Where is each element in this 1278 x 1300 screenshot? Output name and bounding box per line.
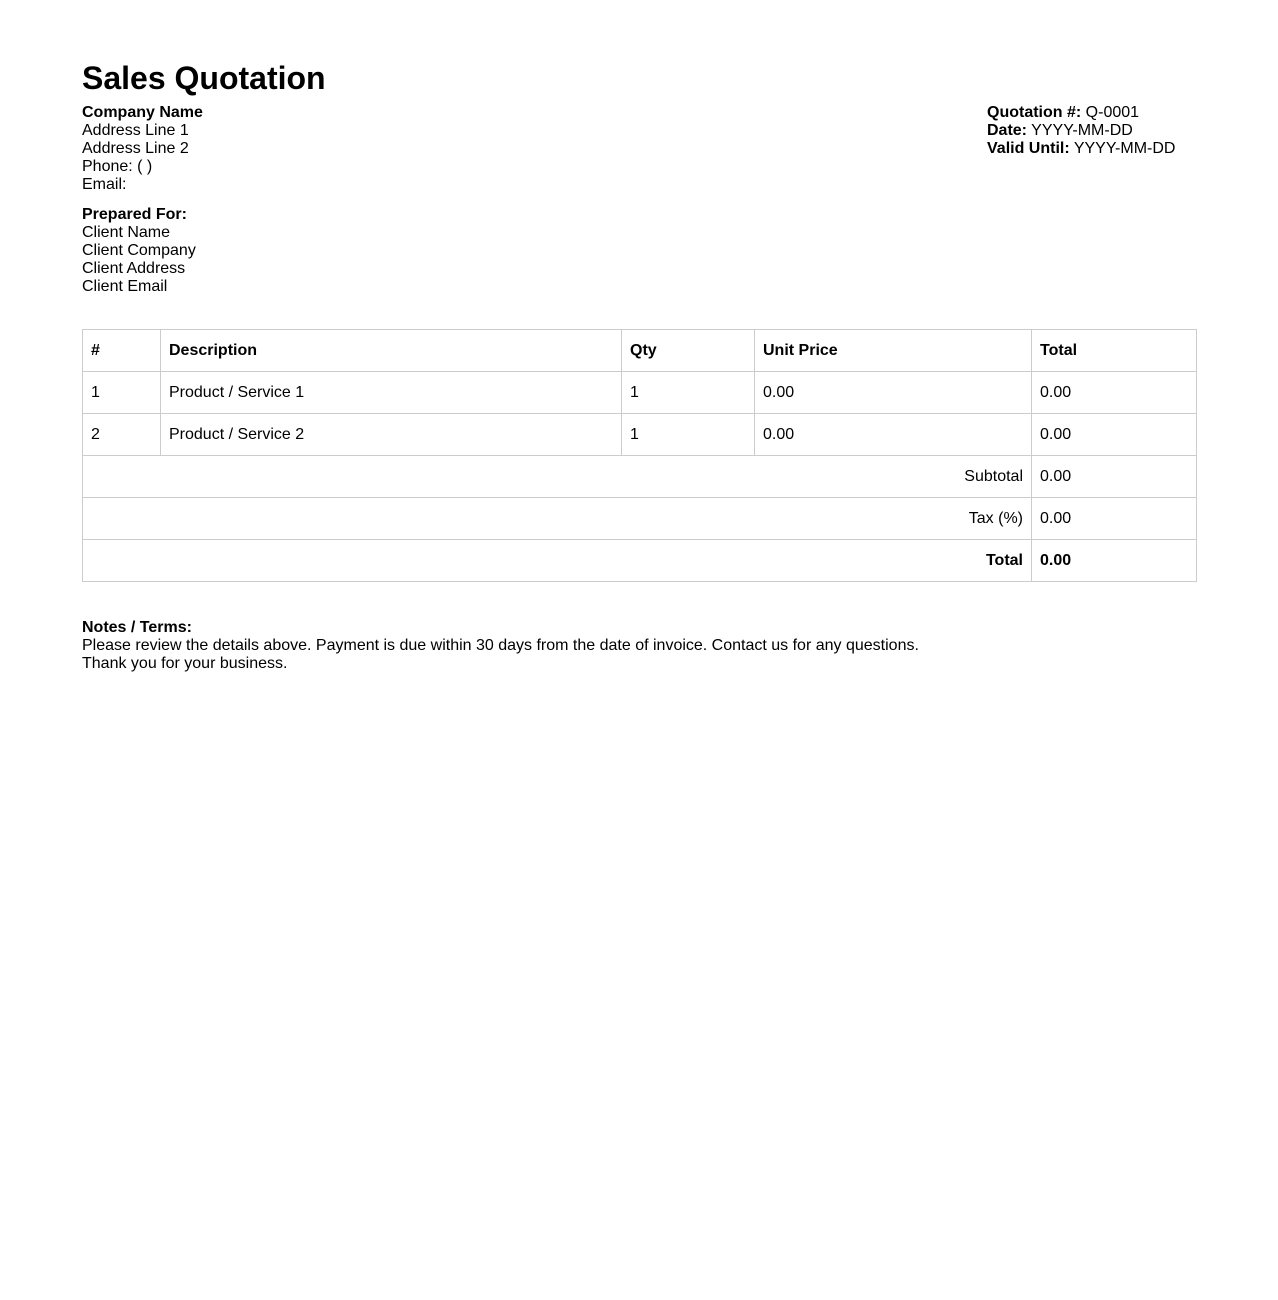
column-header-unit-price: Unit Price (755, 330, 1032, 372)
column-header-description: Description (161, 330, 622, 372)
quotation-date-value: YYYY-MM-DD (1031, 122, 1133, 139)
tax-value: 0.00 (1032, 498, 1197, 540)
valid-until-value: YYYY-MM-DD (1073, 140, 1176, 157)
row-number: 1 (83, 372, 161, 414)
tax-label: Tax (%) (83, 498, 1032, 540)
client-info (82, 206, 196, 296)
table-row (83, 372, 1197, 414)
notes-terms (82, 619, 919, 673)
row-qty: 1 (622, 372, 755, 414)
prepared-for-heading: Prepared For: (82, 206, 187, 223)
quotation-valid-until (987, 140, 1175, 158)
client-address: Client Address (82, 260, 186, 277)
row-description: Product / Service 1 (161, 372, 622, 414)
company-info (82, 104, 203, 194)
row-unit-price: 0.00 (755, 414, 1032, 456)
client-company: Client Company (82, 242, 196, 259)
column-header-qty: Qty (622, 330, 755, 372)
company-name: Company Name (82, 104, 203, 121)
company-address-line-2: Address Line 2 (82, 140, 189, 157)
notes-line-2: Thank you for your business. (82, 655, 288, 672)
quotation-meta (987, 104, 1175, 158)
table-header-row (83, 330, 1197, 372)
grand-total-label: Total (83, 540, 1032, 582)
company-address-line-1: Address Line 1 (82, 122, 189, 139)
notes-heading: Notes / Terms: (82, 619, 192, 636)
notes-line-1: Please review the details above. Payment is due within 30 days from the date of invoice. Contact us for any questions. (82, 637, 919, 654)
table-row (83, 414, 1197, 456)
subtotal-row (83, 456, 1197, 498)
subtotal-label: Subtotal (83, 456, 1032, 498)
line-items-table (82, 329, 1197, 582)
row-number: 2 (83, 414, 161, 456)
row-total: 0.00 (1032, 372, 1197, 414)
client-name: Client Name (82, 224, 171, 241)
quotation-date-label: Date: (987, 122, 1028, 139)
row-description: Product / Service 2 (161, 414, 622, 456)
valid-until-label: Valid Until: (987, 140, 1070, 157)
row-unit-price: 0.00 (755, 372, 1032, 414)
grand-total-value: 0.00 (1032, 540, 1197, 582)
tax-row (83, 498, 1197, 540)
quotation-number-value: Q-0001 (1085, 104, 1140, 121)
row-total: 0.00 (1032, 414, 1197, 456)
subtotal-value: 0.00 (1032, 456, 1197, 498)
company-email: Email: (82, 176, 127, 193)
client-email: Client Email (82, 278, 168, 295)
quotation-date (987, 122, 1175, 140)
grand-total-row (83, 540, 1197, 582)
quotation-number-label: Quotation #: (987, 104, 1082, 121)
column-header-number: # (83, 330, 161, 372)
quotation-number (987, 104, 1175, 122)
page-title: Sales Quotation (82, 60, 326, 96)
row-qty: 1 (622, 414, 755, 456)
column-header-total: Total (1032, 330, 1197, 372)
company-phone: Phone: ( ) (82, 158, 153, 175)
